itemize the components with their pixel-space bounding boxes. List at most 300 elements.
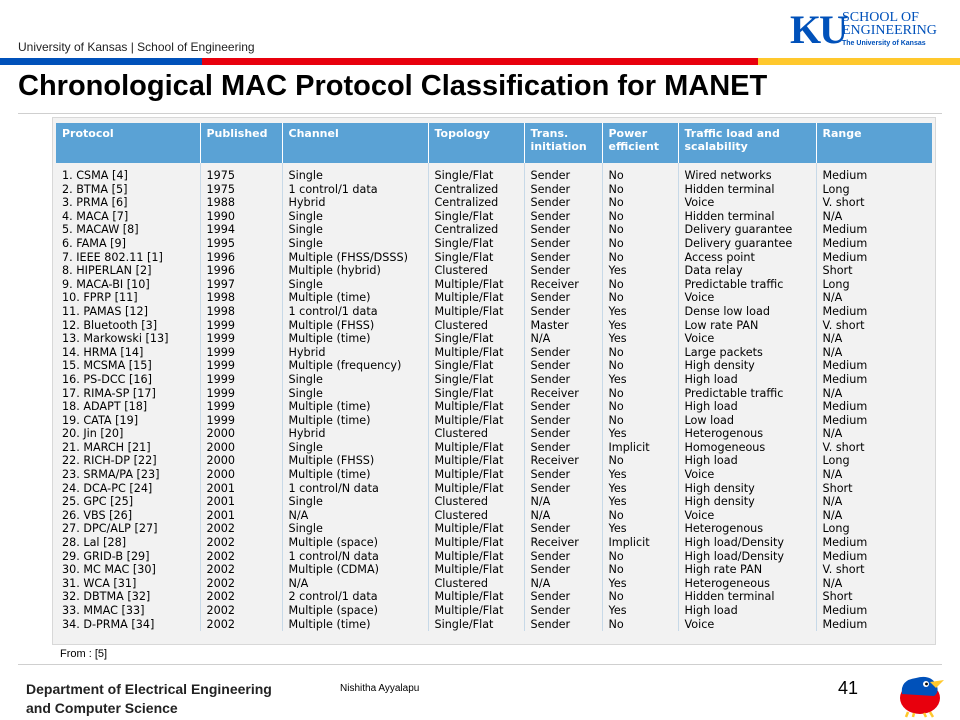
table-cell: 1975	[200, 163, 282, 183]
table-cell: Data relay	[678, 264, 816, 278]
table-cell: Multiple (time)	[282, 400, 428, 414]
table-cell: Medium	[822, 549, 868, 563]
table-cell: Multiple/Flat	[428, 454, 524, 468]
table-cell: Sender	[524, 563, 602, 577]
table-cell: 33. MMAC [33]	[56, 604, 200, 618]
table-cell: Multiple/Flat	[428, 441, 524, 455]
table-cell: No	[602, 563, 678, 577]
table-cell: 1 control/N data	[282, 482, 428, 496]
table-row	[56, 563, 932, 577]
table-cell: Sender	[524, 196, 602, 210]
table-cell: Multiple/Flat	[428, 468, 524, 482]
table-cell: N/A	[524, 577, 602, 591]
table-cell: Receiver	[524, 387, 602, 401]
column-header: Traffic load and scalability	[678, 123, 816, 163]
table-cell: 1995	[200, 237, 282, 251]
table-cell: 21. MARCH [21]	[56, 441, 200, 455]
table-cell: No	[602, 183, 678, 197]
table-cell: Medium	[822, 223, 868, 237]
table-cell: Yes	[602, 495, 678, 509]
table-cell: Sender	[524, 590, 602, 604]
table-cell: 1997	[200, 278, 282, 292]
table-row	[56, 163, 932, 183]
table-cell: Hidden terminal	[678, 210, 816, 224]
header-bar-red	[202, 58, 758, 65]
table-cell: Low rate PAN	[678, 319, 816, 333]
table-cell: 2002	[200, 536, 282, 550]
table-cell: N/A	[822, 576, 843, 590]
table-cell: 14. HRMA [14]	[56, 346, 200, 360]
table-row	[56, 359, 932, 373]
column-header: Protocol	[56, 123, 200, 163]
table-cell: Heterogenous	[678, 522, 816, 536]
table-cell: Sender	[524, 210, 602, 224]
table-cell: N/A	[822, 495, 843, 509]
table-cell: 2001	[200, 482, 282, 496]
table-cell: Dense low load	[678, 305, 816, 319]
table-cell: Multiple/Flat	[428, 536, 524, 550]
table-body	[56, 163, 932, 631]
table-cell: 1999	[200, 373, 282, 387]
table-figure	[52, 117, 936, 645]
table-cell: 2001	[200, 495, 282, 509]
table-cell: Single	[282, 373, 428, 387]
table-cell: 1999	[200, 387, 282, 401]
table-cell: Sender	[524, 346, 602, 360]
table-cell: Multiple (FHSS)	[282, 454, 428, 468]
table-row	[56, 210, 932, 224]
column-header: Trans. initiation	[524, 123, 602, 163]
protocol-table	[56, 123, 932, 631]
table-cell: Multiple (time)	[282, 414, 428, 428]
table-row	[56, 346, 932, 360]
table-cell: 1988	[200, 196, 282, 210]
table-cell: Multiple (FHSS)	[282, 319, 428, 333]
table-cell: Receiver	[524, 536, 602, 550]
table-row	[56, 387, 932, 401]
table-cell: N/A	[822, 291, 843, 305]
table-cell: Receiver	[524, 278, 602, 292]
table-cell: 1998	[200, 305, 282, 319]
table-cell: V. short	[822, 196, 865, 210]
table-cell: Sender	[524, 618, 602, 632]
table-cell: Multiple (time)	[282, 468, 428, 482]
table-cell: 6. FAMA [9]	[56, 237, 200, 251]
table-cell: Sender	[524, 163, 602, 183]
table-cell: Long	[822, 522, 850, 536]
table-row	[56, 509, 932, 523]
table-cell: 16. PS-DCC [16]	[56, 373, 200, 387]
dept-line1: Department of Electrical Engineering	[26, 681, 272, 697]
table-cell: Sender	[524, 251, 602, 265]
table-cell: Multiple (FHSS/DSSS)	[282, 251, 428, 265]
table-cell: Wired networks	[678, 163, 816, 183]
table-row	[56, 482, 932, 496]
table-cell: Sender	[524, 373, 602, 387]
table-cell: Sender	[524, 604, 602, 618]
table-row	[56, 441, 932, 455]
table-cell: Sender	[524, 468, 602, 482]
table-cell: Multiple (time)	[282, 291, 428, 305]
table-cell: No	[602, 251, 678, 265]
table-cell: Multiple/Flat	[428, 563, 524, 577]
footer-divider	[18, 664, 942, 665]
table-cell: Sender	[524, 264, 602, 278]
table-cell: N/A	[822, 468, 843, 482]
table-cell: 15. MCSMA [15]	[56, 359, 200, 373]
table-cell: N/A	[282, 509, 428, 523]
table-cell: 12. Bluetooth [3]	[56, 319, 200, 333]
table-cell: High density	[678, 495, 816, 509]
table-cell: Voice	[678, 509, 816, 523]
table-cell: Multiple (frequency)	[282, 359, 428, 373]
table-cell: Yes	[602, 577, 678, 591]
table-cell: Yes	[602, 264, 678, 278]
table-cell: Low load	[678, 414, 816, 428]
table-row	[56, 414, 932, 428]
table-cell: Single/Flat	[428, 163, 524, 183]
table-cell: Homogeneous	[678, 441, 816, 455]
table-cell: N/A	[524, 332, 602, 346]
page-number: 41	[838, 678, 859, 698]
table-cell: Hybrid	[282, 196, 428, 210]
table-cell: High load	[678, 454, 816, 468]
table-cell: No	[602, 618, 678, 632]
table-cell: Yes	[602, 332, 678, 346]
table-cell: No	[602, 359, 678, 373]
table-row	[56, 577, 932, 591]
logo-line3: The University of Kansas	[842, 40, 926, 47]
table-row	[56, 305, 932, 319]
table-cell: N/A	[822, 345, 843, 359]
table-cell: Clustered	[428, 577, 524, 591]
table-cell: Medium	[822, 169, 868, 182]
table-cell: Voice	[678, 332, 816, 346]
table-cell: Multiple (time)	[282, 618, 428, 632]
table-cell: Single	[282, 441, 428, 455]
table-cell: 2002	[200, 550, 282, 564]
table-cell: 25. GPC [25]	[56, 495, 200, 509]
table-row	[56, 550, 932, 564]
table-row	[56, 590, 932, 604]
table-cell: Single/Flat	[428, 373, 524, 387]
table-cell: 2 control/1 data	[282, 590, 428, 604]
table-cell: 1996	[200, 251, 282, 265]
table-cell: High load	[678, 604, 816, 618]
table-cell: Medium	[822, 604, 868, 617]
table-cell: Hidden terminal	[678, 590, 816, 604]
table-cell: N/A	[822, 209, 843, 223]
table-cell: Long	[822, 277, 850, 291]
logo-ku-text: KU	[790, 7, 846, 52]
table-cell: Multiple (time)	[282, 332, 428, 346]
header-bar-yellow	[758, 58, 960, 65]
table-cell: Large packets	[678, 346, 816, 360]
table-cell: High load/Density	[678, 536, 816, 550]
table-cell: Voice	[678, 291, 816, 305]
table-cell: Medium	[822, 304, 868, 318]
table-cell: Multiple (space)	[282, 536, 428, 550]
table-cell: Multiple/Flat	[428, 482, 524, 496]
author-name: Nishitha Ayyalapu	[340, 683, 420, 694]
table-cell: 2001	[200, 509, 282, 523]
table-cell: N/A	[822, 427, 843, 441]
table-cell: Receiver	[524, 454, 602, 468]
table-row	[56, 536, 932, 550]
table-cell: High load	[678, 373, 816, 387]
table-cell: Sender	[524, 427, 602, 441]
table-cell: Heterogeneous	[678, 577, 816, 591]
table-cell: 2000	[200, 427, 282, 441]
table-cell: 1996	[200, 264, 282, 278]
table-row	[56, 264, 932, 278]
table-header-row	[56, 123, 932, 163]
table-cell: N/A	[822, 332, 843, 346]
table-cell: Hidden terminal	[678, 183, 816, 197]
table-cell: Delivery guarantee	[678, 237, 816, 251]
table-cell: 7. IEEE 802.11 [1]	[56, 251, 200, 265]
table-cell: Centralized	[428, 196, 524, 210]
table-cell: 31. WCA [31]	[56, 577, 200, 591]
table-cell: Single/Flat	[428, 332, 524, 346]
table-cell: 2. BTMA [5]	[56, 183, 200, 197]
table-cell: 22. RICH-DP [22]	[56, 454, 200, 468]
table-cell: 2002	[200, 618, 282, 632]
table-row	[56, 291, 932, 305]
table-cell: Single	[282, 223, 428, 237]
table-cell: High density	[678, 482, 816, 496]
table-cell: 26. VBS [26]	[56, 509, 200, 523]
table-cell: 2002	[200, 604, 282, 618]
table-cell: High load/Density	[678, 550, 816, 564]
table-cell: N/A	[822, 508, 843, 522]
table-cell: Long	[822, 182, 850, 196]
table-cell: Predictable traffic	[678, 387, 816, 401]
table-cell: 1 control/N data	[282, 550, 428, 564]
table-cell: Multiple (space)	[282, 604, 428, 618]
table-cell: V. short	[822, 318, 865, 332]
table-cell: 1975	[200, 183, 282, 197]
table-cell: No	[602, 400, 678, 414]
table-cell: Single	[282, 210, 428, 224]
table-cell: Single	[282, 237, 428, 251]
table-cell: Single	[282, 522, 428, 536]
table-cell: Multiple (hybrid)	[282, 264, 428, 278]
table-row	[56, 454, 932, 468]
table-cell: No	[602, 278, 678, 292]
table-cell: Single	[282, 278, 428, 292]
table-cell: Multiple/Flat	[428, 278, 524, 292]
table-cell: Multiple/Flat	[428, 400, 524, 414]
logo-line2: ENGINEERING	[842, 23, 937, 38]
table-cell: 1999	[200, 400, 282, 414]
table-cell: Sender	[524, 359, 602, 373]
table-cell: No	[602, 509, 678, 523]
table-cell: Multiple/Flat	[428, 590, 524, 604]
table-cell: 2002	[200, 563, 282, 577]
table-row	[56, 427, 932, 441]
table-cell: V. short	[822, 440, 865, 454]
table-cell: 27. DPC/ALP [27]	[56, 522, 200, 536]
table-cell: Single/Flat	[428, 251, 524, 265]
dept-line2: and Computer Science	[26, 700, 178, 716]
table-row	[56, 278, 932, 292]
column-header: Range	[816, 123, 932, 163]
table-cell: Yes	[602, 373, 678, 387]
table-cell: 29. GRID-B [29]	[56, 550, 200, 564]
table-cell: 13. Markowski [13]	[56, 332, 200, 346]
table-cell: Sender	[524, 223, 602, 237]
table-cell: Sender	[524, 550, 602, 564]
table-cell: N/A	[524, 509, 602, 523]
table-cell: Short	[822, 264, 853, 278]
page-title: Chronological MAC Protocol Classification for MANET	[18, 70, 768, 102]
table-cell: Medium	[822, 413, 868, 427]
table-cell: Multiple (CDMA)	[282, 563, 428, 577]
table-cell: Single/Flat	[428, 237, 524, 251]
header-bar-blue	[0, 58, 202, 65]
table-cell: 34. D-PRMA [34]	[56, 618, 200, 632]
table-cell: No	[602, 590, 678, 604]
logo-line1: SCHOOL OF	[842, 10, 919, 25]
table-cell: 1. CSMA [4]	[56, 163, 200, 183]
department-label	[26, 680, 272, 718]
table-cell: Sender	[524, 414, 602, 428]
table-cell: Centralized	[428, 223, 524, 237]
table-cell: 20. Jin [20]	[56, 427, 200, 441]
table-cell: Voice	[678, 468, 816, 482]
table-cell: 1999	[200, 414, 282, 428]
table-cell: 4. MACA [7]	[56, 210, 200, 224]
table-cell: 2002	[200, 522, 282, 536]
table-cell: Multiple/Flat	[428, 522, 524, 536]
table-row	[56, 604, 932, 618]
table-cell: Single	[282, 163, 428, 183]
table-cell: Voice	[678, 618, 816, 632]
table-cell: Multiple/Flat	[428, 346, 524, 360]
table-cell: 9. MACA-BI [10]	[56, 278, 200, 292]
table-cell: Clustered	[428, 495, 524, 509]
table-row	[56, 251, 932, 265]
table-cell: Medium	[822, 236, 868, 250]
table-cell: Multiple/Flat	[428, 604, 524, 618]
table-cell: Voice	[678, 196, 816, 210]
ku-engineering-logo	[790, 8, 950, 54]
table-cell: Implicit	[602, 536, 678, 550]
table-cell: Sender	[524, 305, 602, 319]
table-cell: High load	[678, 400, 816, 414]
table-cell: No	[602, 163, 678, 183]
table-cell: 32. DBTMA [32]	[56, 590, 200, 604]
table-cell: Sender	[524, 237, 602, 251]
table-cell: N/A	[282, 577, 428, 591]
table-cell: No	[602, 210, 678, 224]
table-cell: Multiple/Flat	[428, 305, 524, 319]
table-cell: 10. FPRP [11]	[56, 291, 200, 305]
table-cell: Delivery guarantee	[678, 223, 816, 237]
table-cell: Yes	[602, 468, 678, 482]
table-cell: Single/Flat	[428, 210, 524, 224]
table-cell: 18. ADAPT [18]	[56, 400, 200, 414]
table-cell: 2002	[200, 590, 282, 604]
table-cell: 1998	[200, 291, 282, 305]
table-cell: Heterogenous	[678, 427, 816, 441]
table-cell: Single	[282, 495, 428, 509]
table-cell: Access point	[678, 251, 816, 265]
table-cell: Yes	[602, 305, 678, 319]
table-cell: Sender	[524, 400, 602, 414]
table-cell: High density	[678, 359, 816, 373]
jayhawk-mascot-icon	[890, 668, 946, 718]
table-row	[56, 237, 932, 251]
table-cell: Single/Flat	[428, 359, 524, 373]
table-row	[56, 196, 932, 210]
source-citation: From : [5]	[60, 648, 108, 660]
table-cell: N/A	[822, 386, 843, 400]
table-cell: Multiple/Flat	[428, 291, 524, 305]
table-cell: Hybrid	[282, 427, 428, 441]
table-cell: Clustered	[428, 427, 524, 441]
table-cell: 2002	[200, 577, 282, 591]
table-cell: Sender	[524, 482, 602, 496]
table-row	[56, 223, 932, 237]
table-cell: 2000	[200, 468, 282, 482]
table-row	[56, 400, 932, 414]
table-cell: Yes	[602, 522, 678, 536]
table-cell: V. short	[822, 563, 865, 577]
table-row	[56, 495, 932, 509]
table-cell: 2000	[200, 441, 282, 455]
table-cell: No	[602, 291, 678, 305]
table-cell: Sender	[524, 183, 602, 197]
table-cell: No	[602, 550, 678, 564]
table-cell: 17. RIMA-SP [17]	[56, 387, 200, 401]
table-cell: Medium	[822, 359, 868, 373]
table-cell: 1 control/1 data	[282, 305, 428, 319]
table-cell: Hybrid	[282, 346, 428, 360]
institution-label: University of Kansas | School of Engineering	[18, 40, 255, 54]
table-cell: 24. DCA-PC [24]	[56, 482, 200, 496]
table-cell: No	[602, 387, 678, 401]
table-cell: High rate PAN	[678, 563, 816, 577]
title-divider	[18, 113, 942, 114]
table-row	[56, 183, 932, 197]
table-cell: No	[602, 346, 678, 360]
table-cell: 1990	[200, 210, 282, 224]
table-cell: Implicit	[602, 441, 678, 455]
table-cell: 2000	[200, 454, 282, 468]
table-cell: Single/Flat	[428, 387, 524, 401]
table-cell: No	[602, 454, 678, 468]
column-header: Channel	[282, 123, 428, 163]
table-cell: Clustered	[428, 509, 524, 523]
table-cell: 1999	[200, 319, 282, 333]
table-cell: Medium	[822, 372, 868, 386]
table-cell: Predictable traffic	[678, 278, 816, 292]
table-cell: Yes	[602, 604, 678, 618]
table-cell: Yes	[602, 319, 678, 333]
table-cell: 1999	[200, 332, 282, 346]
table-cell: N/A	[524, 495, 602, 509]
table-cell: Single	[282, 387, 428, 401]
table-cell: Medium	[822, 536, 868, 550]
table-cell: 8. HIPERLAN [2]	[56, 264, 200, 278]
table-cell: No	[602, 237, 678, 251]
table-cell: Medium	[822, 617, 868, 631]
table-cell: 11. PAMAS [12]	[56, 305, 200, 319]
table-cell: 1999	[200, 359, 282, 373]
table-cell: 19. CATA [19]	[56, 414, 200, 428]
